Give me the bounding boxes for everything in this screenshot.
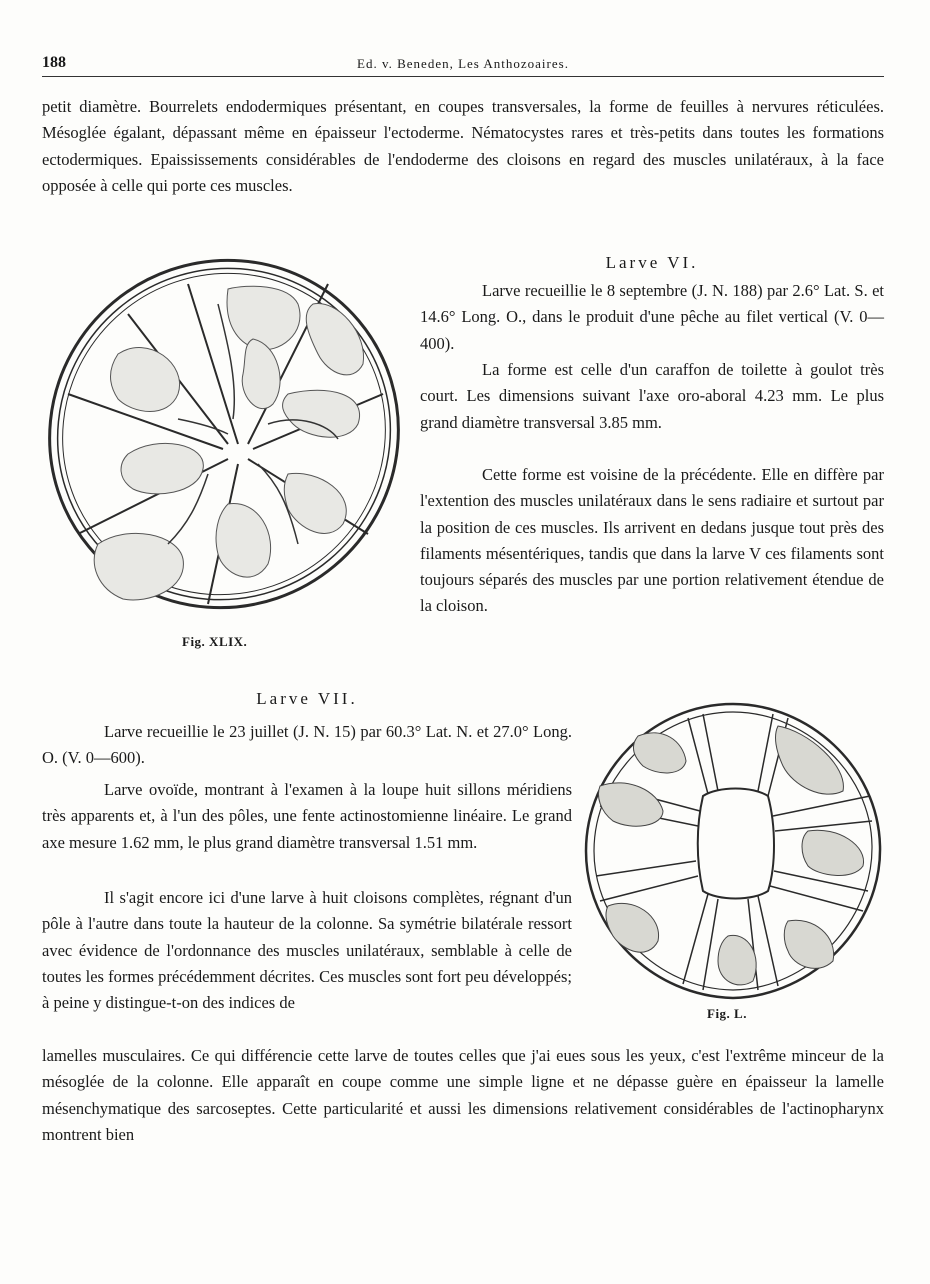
larve-vi-paragraph-3: Cette forme est voisine de la précédente. Elle en diffère par l'extention des muscles unilatéraux dans le sens radiaire et surtout par la position de ces muscles. Ils arrivent en dedans jusque tout près des filaments mésentériques, tandis que dans la larve V ces filaments sont toujours séparés des muscles par une portion relativement étendue de la cloison.: [420, 465, 884, 616]
larve-vii-paragraph-3-left: Il s'agit encore ici d'une larve à huit cloisons complètes, régnant d'un pôle à l'autre dans toute la hauteur de la colonne. Sa symétrie bilatérale ressort avec évidence de l'ordonnance des muscles unilatéraux, semblable à celle de toutes les formes précédemment décrites. Ces muscles sont fort peu développés; à peine y distingue-t-on des indices de: [42, 888, 572, 1013]
page-header: [42, 54, 884, 77]
larve-vii-paragraph-2: Larve ovoïde, montrant à l'examen à la loupe huit sillons méridiens très apparents et, à l'un des pôles, une fente actinostomienne linéaire. Le grand axe mesure 1.62 mm, le plus grand diamètre transversal 1.51 mm.: [42, 780, 572, 852]
larve-vii-heading: Larve VII.: [256, 689, 358, 708]
figure-xlix-illustration: [38, 244, 410, 634]
page-number: 188: [42, 54, 66, 71]
running-head: Ed. v. Beneden, Les Anthozoaires.: [357, 56, 569, 71]
intro-paragraph: petit diamètre. Bourrelets endodermiques présentant, en coupes transversales, la forme de feuilles à nervures réticulées. Mésoglée égalant, dépassant même en épaisseur l'ectoderme. Nématocystes rares et très-petits dans toutes les formations ectodermiques. Epaississements considérables de l'endoderme des cloisons en regard des muscles unilatéraux, à la face opposée à celle qui porte ces muscles.: [42, 97, 884, 195]
larve-vi-heading: Larve VI.: [605, 253, 699, 272]
larve-vii-paragraph-3-continued: lamelles musculaires. Ce qui différencie cette larve de toutes celles que j'ai eues sous les yeux, c'est l'extrême minceur de la mésoglée de la colonne. Elle apparaît en coupe comme une simple ligne et ne dépasse guère en épaisseur la lamelle mésenchymatique des sarcoseptes. Cette particularité et aussi les dimensions relativement considérables de l'actinopharynx montrent bien: [42, 1046, 884, 1144]
larve-vi-paragraph-2: La forme est celle d'un caraffon de toilette à goulot très court. Les dimensions suivant l'axe oro-aboral 4.23 mm. Le plus grand diamètre transversal 3.85 mm.: [420, 360, 884, 432]
figure-l-illustration: [578, 696, 888, 1006]
larve-vi-paragraph-1: Larve recueillie le 8 septembre (J. N. 188) par 2.6° Lat. S. et 14.6° Long. O., dans le produit d'une pêche au filet vertical (V. 0—400).: [420, 281, 884, 353]
figure-l-caption: Fig. L.: [707, 1006, 747, 1021]
figure-xlix-caption: Fig. XLIX.: [182, 634, 248, 649]
larve-vii-paragraph-1: Larve recueillie le 23 juillet (J. N. 15) par 60.3° Lat. N. et 27.0° Long. O. (V. 0—600).: [42, 722, 572, 768]
